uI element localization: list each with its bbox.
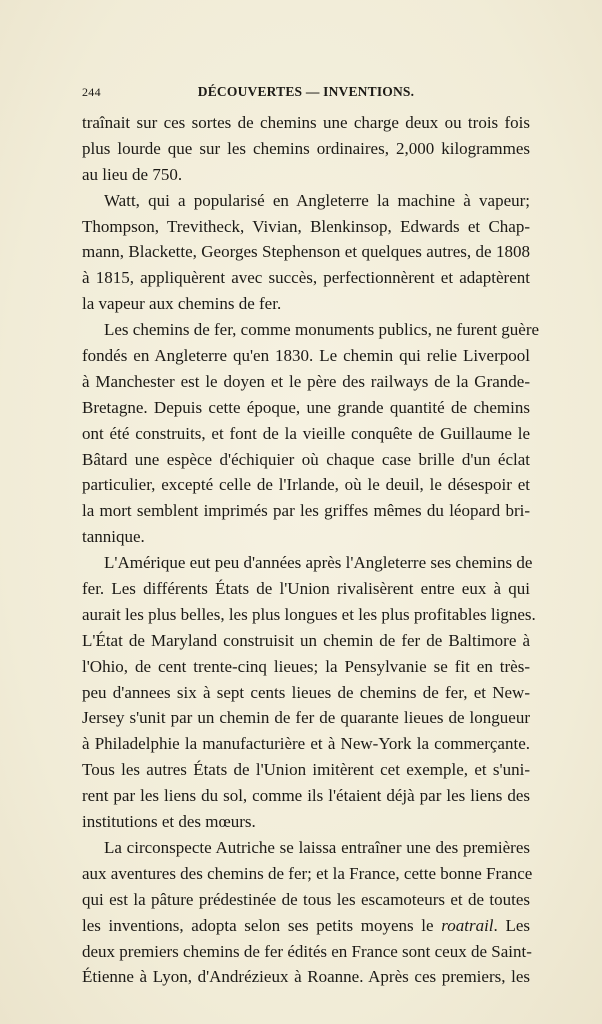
paragraph-start-line: Les chemins de fer, comme monuments publics, ne furent guère — [104, 320, 540, 340]
text-segment: . Les — [493, 915, 530, 935]
page-header — [82, 84, 530, 106]
text-line-with-italic — [82, 913, 530, 939]
running-title: DÉCOUVERTES — INVENTIONS. — [197, 84, 415, 99]
italic-term: roatrail — [441, 915, 494, 935]
text-line: la mort semblent imprimés par les griffes mêmes du léopard bri- — [82, 501, 530, 521]
text-line: au lieu de 750. — [82, 164, 183, 184]
text-line: institutions et des mœurs. — [82, 812, 256, 832]
text-line: Tous les autres États de l'Union imitèrent cet exemple, et s'uni- — [82, 760, 530, 780]
text-line: la vapeur aux chemins de fer. — [82, 294, 282, 314]
text-line: à Manchester est le doyen et le père des railways de la Grande- — [82, 371, 530, 391]
text-line: qui est la pâture prédestinée de tous les escamoteurs et de toutes — [82, 889, 530, 909]
paragraph-start-line: La circonspecte Autriche se laissa entraîner une des premières — [104, 837, 530, 857]
text-line: tannique. — [82, 527, 145, 547]
text-line: Thompson, Trevitheck, Vivian, Blenkinsop, Edwards et Chap- — [82, 216, 530, 236]
text-line: Bretagne. Depuis cette époque, une grande quantité de chemins — [82, 397, 530, 417]
text-segment: les inventions, adopta selon ses petits moyens le — [82, 915, 442, 935]
text-line: plus lourde que sur les chemins ordinaires, 2,000 kilogrammes — [82, 138, 530, 158]
text-line: mann, Blackette, Georges Stephenson et quelques autres, de 1808 — [82, 242, 530, 262]
text-line: l'Ohio, de cent trente-cinq lieues; la Pensylvanie se fit en très- — [82, 656, 530, 676]
paragraph-start-line: Watt, qui a popularisé en Angleterre la machine à vapeur; — [104, 190, 530, 210]
text-line: Jersey s'unit par un chemin de fer de quarante lieues de longueur — [82, 708, 530, 728]
text-line: à 1815, appliquèrent avec succès, perfectionnèrent et adaptèrent — [82, 268, 530, 288]
text-line: fondés en Angleterre qu'en 1830. Le chemin qui relie Liverpool — [82, 346, 530, 366]
text-line: particulier, excepté celle de l'Irlande, où le deuil, le désespoir et — [82, 475, 530, 495]
text-line: aurait les plus belles, les plus longues et les plus profitables lignes. — [82, 604, 536, 624]
page-number: 244 — [82, 85, 101, 99]
text-line: deux premiers chemins de fer édités en France sont ceux de Saint- — [82, 941, 532, 961]
body-text — [82, 110, 540, 990]
text-line: peu d'annees six à sept cents lieues de chemins de fer, et New- — [82, 682, 530, 702]
text-line: Étienne à Lyon, d'Andrézieux à Roanne. Après ces premiers, les — [82, 967, 530, 987]
text-line: à Philadelphie la manufacturière et à New-York la commerçante. — [82, 734, 530, 754]
text-line: L'État de Maryland construisit un chemin de fer de Baltimore à — [82, 630, 530, 650]
text-line: rent par les liens du sol, comme ils l'étaient déjà par les liens des — [82, 786, 530, 806]
text-line: ont été construits, et font de la vieille conquête de Guillaume le — [82, 423, 530, 443]
text-line: Bâtard une espèce d'échiquier où chaque case brille d'un éclat — [82, 449, 530, 469]
paragraph-start-line: L'Amérique eut peu d'années après l'Angleterre ses chemins de — [104, 553, 533, 573]
text-line: traînait sur ces sortes de chemins une charge deux ou trois fois — [82, 113, 530, 132]
text-line: aux aventures des chemins de fer; et la France, cette bonne France — [82, 863, 533, 883]
text-line: fer. Les différents États de l'Union rivalisèrent entre eux à qui — [82, 579, 530, 599]
